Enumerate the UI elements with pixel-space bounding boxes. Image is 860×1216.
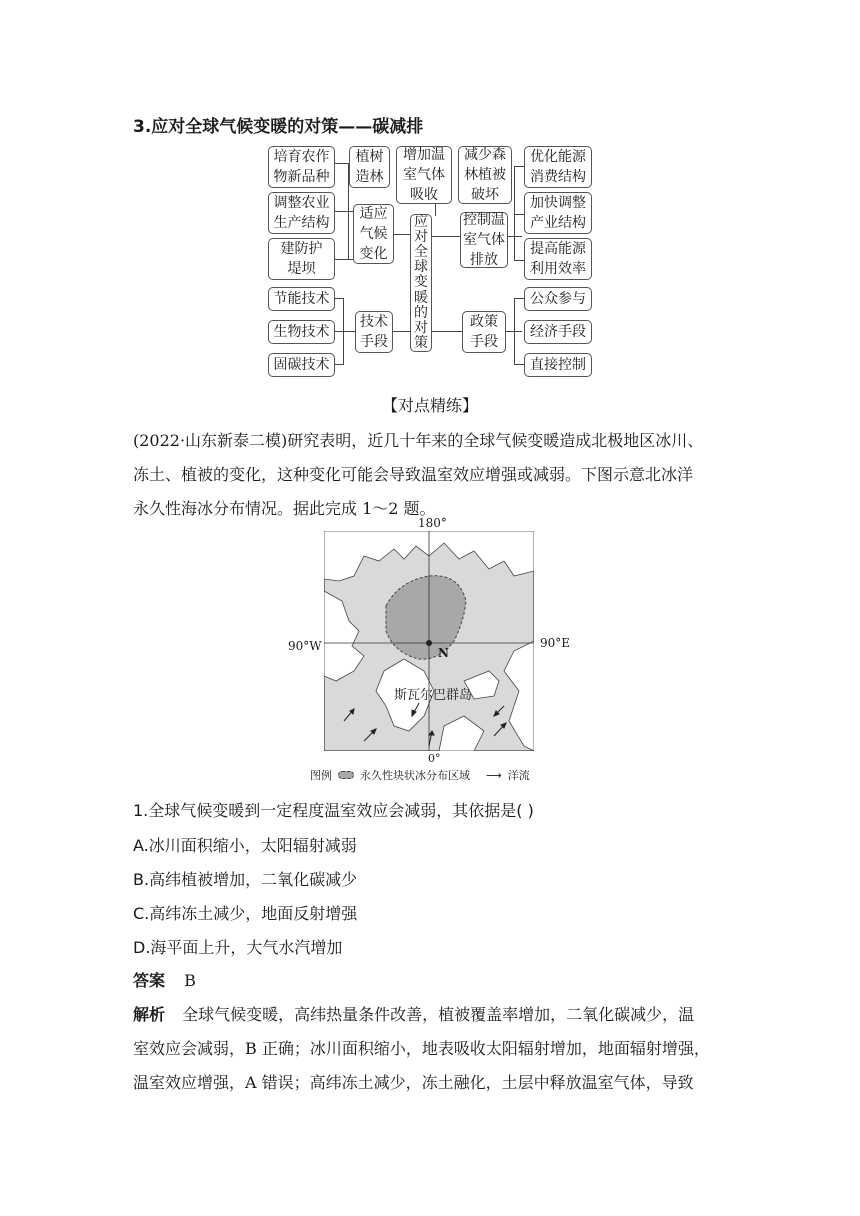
map-legend bbox=[310, 767, 530, 783]
legend-current-label: 洋流 bbox=[507, 769, 530, 782]
connector bbox=[435, 204, 436, 216]
label-north-pole: N bbox=[438, 646, 449, 660]
connector bbox=[432, 236, 460, 237]
connector bbox=[335, 331, 355, 332]
diagram-box-tech-means: 技术手段 bbox=[355, 311, 393, 353]
section-heading: 3.应对全球气候变暖的对策——碳减排 bbox=[133, 117, 424, 137]
intro-line-2: 冻土、植被的变化，这种变化可能会导致温室效应增强或减弱。下图示意北冰洋 bbox=[133, 465, 694, 484]
answer-line bbox=[133, 968, 196, 991]
diagram-box-reduce-forest-loss: 减少森林植被破坏 bbox=[458, 146, 512, 204]
connector bbox=[394, 234, 410, 235]
option-a: A.冰川面积缩小，太阳辐射减弱 bbox=[133, 836, 357, 855]
option-b: B.高纬植被增加，二氧化碳减少 bbox=[133, 870, 358, 889]
connector bbox=[514, 166, 524, 167]
diagram-box-public-participation: 公众参与 bbox=[524, 287, 592, 311]
diagram-box-plant-trees: 植树造林 bbox=[349, 146, 390, 188]
label-0: 0° bbox=[428, 752, 441, 765]
diagram-box-agri-structure: 调整农业生产结构 bbox=[268, 192, 335, 234]
option-d: D.海平面上升，大气水汽增加 bbox=[133, 938, 343, 957]
diagram-box-energy-saving-tech: 节能技术 bbox=[268, 287, 335, 311]
connector bbox=[514, 214, 524, 215]
analysis-line-3: 温室效应增强，A 错误；高纬冻土减少，冻土融化，土层中释放温室气体，导致 bbox=[133, 1073, 694, 1092]
connector bbox=[508, 236, 522, 237]
connector bbox=[343, 298, 344, 365]
diagram-box-adapt: 适应气候变化 bbox=[353, 204, 394, 264]
practice-title: 【对点精练】 bbox=[381, 396, 478, 415]
diagram-box-carbon-fix-tech: 固碳技术 bbox=[268, 353, 335, 377]
analysis-line-1 bbox=[133, 1002, 694, 1025]
connector bbox=[335, 211, 353, 212]
connector bbox=[393, 331, 410, 332]
connector bbox=[514, 166, 515, 260]
diagram-box-crop-breeding: 培育农作物新品种 bbox=[268, 146, 335, 188]
arctic-map bbox=[288, 516, 578, 786]
diagram-box-policy-means: 政策手段 bbox=[462, 311, 506, 353]
analysis-label: 解析 bbox=[133, 1005, 166, 1024]
diagram-box-increase-absorption: 增加温室气体吸收 bbox=[396, 146, 452, 204]
intro-line-3: 永久性海冰分布情况。据此完成 1～2 题。 bbox=[133, 499, 436, 518]
diagram-box-economic-means: 经济手段 bbox=[524, 320, 592, 344]
diagram-box-energy-efficiency: 提高能源利用效率 bbox=[524, 238, 592, 280]
connector bbox=[432, 331, 462, 332]
connector bbox=[514, 260, 524, 261]
legend-ice-label: 永久性块状冰分布区域 bbox=[360, 769, 470, 782]
intro-line-1: (2022·山东新泰二模)研究表明，近几十年来的全球气候变暖造成北极地区冰川、 bbox=[133, 431, 704, 450]
label-180: 180° bbox=[418, 516, 447, 530]
diagram-box-center: 应对全球变暖的对策 bbox=[410, 214, 432, 352]
label-90e: 90°E bbox=[540, 636, 571, 650]
label-svalbard: 斯瓦尔巴群岛 bbox=[394, 688, 473, 703]
diagram-box-levee: 建防护堤坝 bbox=[268, 238, 335, 280]
connector bbox=[335, 364, 343, 365]
option-c: C.高纬冻土减少，地面反射增强 bbox=[133, 904, 358, 923]
question-stem: 1.全球气候变暖到一定程度温室效应会减弱，其依据是( ) bbox=[133, 801, 534, 820]
connector bbox=[514, 298, 515, 365]
map-graphic bbox=[324, 531, 534, 751]
connector bbox=[514, 364, 524, 365]
answer-value: B bbox=[184, 971, 196, 990]
diagram-box-industry-structure: 加快调整产业结构 bbox=[524, 192, 592, 234]
connector bbox=[335, 298, 343, 299]
legend-ice-swatch bbox=[338, 771, 354, 779]
diagram-box-direct-control: 直接控制 bbox=[524, 353, 592, 377]
diagram-box-bio-tech: 生物技术 bbox=[268, 320, 335, 344]
legend-title: 图例 bbox=[310, 769, 332, 782]
label-90w: 90°W bbox=[288, 639, 322, 653]
north-pole-dot bbox=[426, 640, 432, 646]
connector bbox=[335, 259, 353, 260]
diagram-box-energy-structure: 优化能源消费结构 bbox=[524, 146, 592, 188]
analysis-line-2: 室效应会减弱，B 正确；冰川面积缩小，地表吸收太阳辐射增加，地面辐射增强， bbox=[133, 1039, 710, 1058]
connector bbox=[514, 298, 524, 299]
answer-label: 答案 bbox=[133, 971, 166, 990]
analysis-text-1: 全球气候变暖，高纬热量条件改善，植被覆盖率增加，二氧化碳减少，温 bbox=[182, 1005, 695, 1024]
legend-current-arrow: ⟶ bbox=[486, 768, 502, 782]
diagram-box-control-emission: 控制温室气体排放 bbox=[460, 212, 508, 268]
